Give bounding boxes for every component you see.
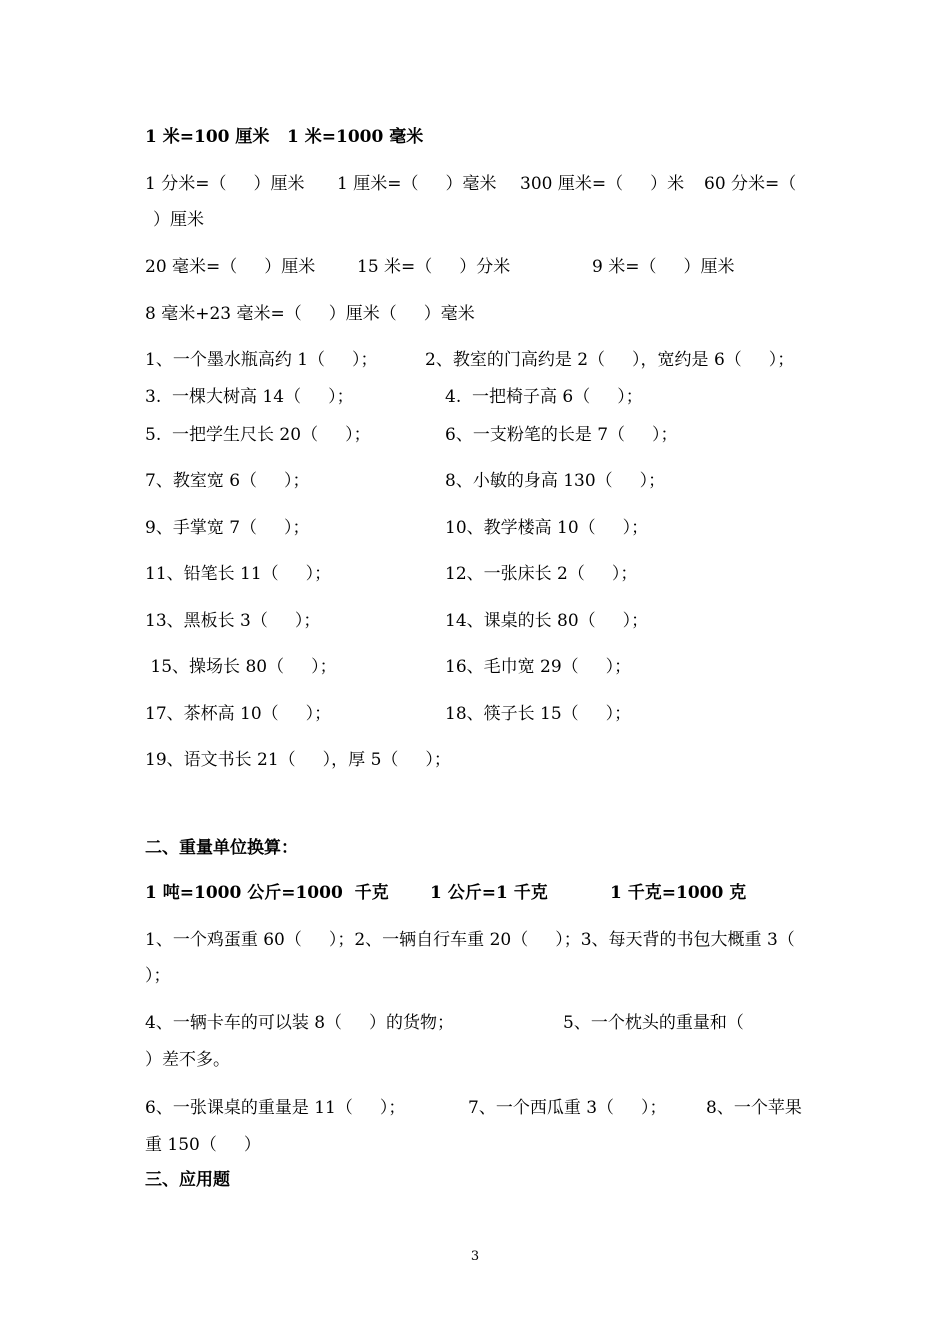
fill-item: 12、一张床长 2（ ）； (445, 564, 638, 584)
conversion-item: 1 厘米=（ ）毫米 (337, 174, 497, 194)
fill-item: 6、一支粉笔的长是 7（ ）； (445, 425, 678, 445)
weight-item-continued: ）； (145, 966, 171, 986)
conversion-item: 9 米=（ ）厘米 (592, 257, 735, 277)
fill-item: 10、教学楼高 10（ ）； (445, 518, 649, 538)
weight-formula-c: 1 千克=1000 克 (610, 883, 747, 903)
weight-item: 6、一张课桌的重量是 11（ ）； (145, 1098, 406, 1118)
section-title-weight: 二、重量单位换算： (145, 838, 298, 858)
fill-item: 4. 一把椅子高 6（ ）； (445, 387, 643, 407)
weight-item-continued: ）差不多。 (145, 1050, 230, 1070)
fill-item: 2、教室的门高约是 2（ ），宽约是 6（ ）； (425, 350, 795, 370)
conversion-item: 60 分米=（ (704, 174, 797, 194)
fill-item: 9、手掌宽 7（ ）； (145, 518, 310, 538)
fill-item: 17、茶杯高 10（ ）； (145, 704, 332, 724)
fill-item: 13、黑板长 3（ ）； (145, 611, 321, 631)
fill-item: 7、教室宽 6（ ）； (145, 471, 310, 491)
length-formula-a: 1 米=100 厘米 (145, 127, 270, 147)
conversion-item: 8 毫米+23 毫米=（ ）厘米（ ）毫米 (145, 304, 475, 324)
weight-item-continued: 重 150（ ） (145, 1135, 261, 1155)
conversion-item: 15 米=（ ）分米 (357, 257, 511, 277)
weight-formula-a: 1 吨=1000 公斤=1000 千克 (145, 883, 389, 903)
fill-item: 19、语文书长 21（ ），厚 5（ ）； (145, 750, 451, 770)
length-formula-b: 1 米=1000 毫米 (287, 127, 424, 147)
conversion-item: 300 厘米=（ ）米 (520, 174, 685, 194)
fill-item: 15、操场长 80（ ）； (145, 657, 337, 677)
fill-item: 16、毛巾宽 29（ ）； (445, 657, 632, 677)
fill-item: 8、小敏的身高 130（ ）； (445, 471, 666, 491)
weight-item: 4、一辆卡车的可以装 8（ ）的货物； (145, 1013, 455, 1033)
section-title-application: 三、应用题 (145, 1170, 230, 1190)
fill-item: 18、筷子长 15（ ）； (445, 704, 632, 724)
conversion-item-continued: ）厘米 (153, 210, 204, 230)
weight-item: 8、一个苹果 (706, 1098, 802, 1118)
fill-item: 3. 一棵大树高 14（ ）； (145, 387, 354, 407)
conversion-item: 20 毫米=（ ）厘米 (145, 257, 316, 277)
weight-item: 7、一个西瓜重 3（ ）； (468, 1098, 667, 1118)
fill-item: 1、一个墨水瓶高约 1（ ）； (145, 350, 378, 370)
fill-item: 11、铅笔长 11（ ）； (145, 564, 332, 584)
page-number: 3 (470, 1249, 480, 1264)
weight-item: 1、一个鸡蛋重 60（ ）；2、一辆自行车重 20（ ）；3、每天背的书包大概重 3（ (145, 930, 795, 950)
conversion-item: 1 分米=（ ）厘米 (145, 174, 305, 194)
fill-item: 5. 一把学生尺长 20（ ）； (145, 425, 371, 445)
weight-formula-b: 1 公斤=1 千克 (430, 883, 548, 903)
fill-item: 14、课桌的长 80（ ）； (445, 611, 649, 631)
weight-item: 5、一个枕头的重量和（ (563, 1013, 744, 1033)
